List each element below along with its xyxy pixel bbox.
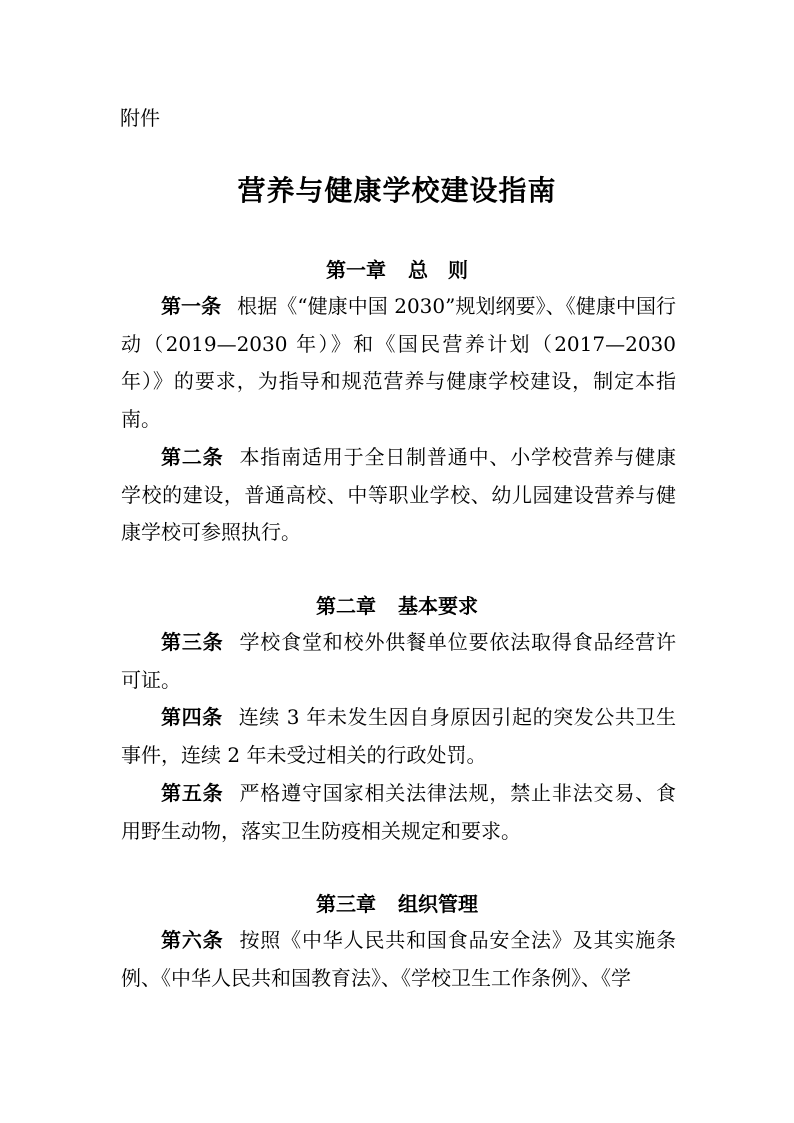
article-label: 第二条 [161, 444, 224, 469]
article-text: 按照《中华人民共和国食品安全法》及其实施条例、《中华人民共和国教育法》、《学校卫生工作条例》、《学 [121, 928, 677, 990]
chapter-heading-1 [0, 256, 794, 284]
article-label: 第三条 [161, 630, 224, 654]
article [121, 922, 676, 997]
article-text: 学校食堂和校外供餐单位要依法取得食品经营许可证。 [121, 630, 677, 692]
chapter-number: 第三章 [316, 892, 376, 916]
chapter-3-body [121, 922, 676, 997]
article [121, 288, 676, 439]
chapter-title: 总 则 [408, 258, 468, 282]
article-label: 第六条 [161, 928, 224, 952]
document-title: 营养与健康学校建设指南 [237, 174, 557, 207]
article [121, 699, 676, 774]
article-text: 连续 3 年未发生因自身原因引起的突发公共卫生事件，连续 2 年未受过相关的行政处罚。 [121, 705, 676, 768]
article [121, 624, 676, 699]
chapter-title: 基本要求 [398, 594, 478, 618]
article [121, 439, 676, 552]
chapter-1-body [121, 288, 676, 552]
article-label: 第一条 [161, 294, 222, 318]
article-text: 严格遵守国家相关法律法规，禁止非法交易、食用野生动物，落实卫生防疫相关规定和要求。 [121, 780, 677, 843]
article [121, 775, 676, 850]
article-text: 本指南适用于全日制普通中、小学校营养与健康学校的建设，普通高校、中等职业学校、幼儿园建设营养与健康学校可参照执行。 [121, 444, 677, 545]
article-label: 第四条 [161, 705, 223, 730]
chapter-title: 组织管理 [398, 892, 478, 916]
chapter-heading-2 [0, 592, 794, 620]
attachment-label: 附件 [120, 106, 160, 130]
chapter-2-body [121, 624, 676, 850]
article-label: 第五条 [161, 780, 224, 805]
chapter-number: 第二章 [316, 594, 376, 618]
chapter-heading-3 [0, 890, 794, 918]
article-text: 根据《“健康中国 2030”规划纲要》、《健康中国行动（2019—2030 年）》和《国民营养计划（2017—2030年）》的要求，为指导和规范营养与健康学校建设，制定本指南。 [121, 294, 676, 432]
chapter-number: 第一章 [326, 258, 386, 282]
